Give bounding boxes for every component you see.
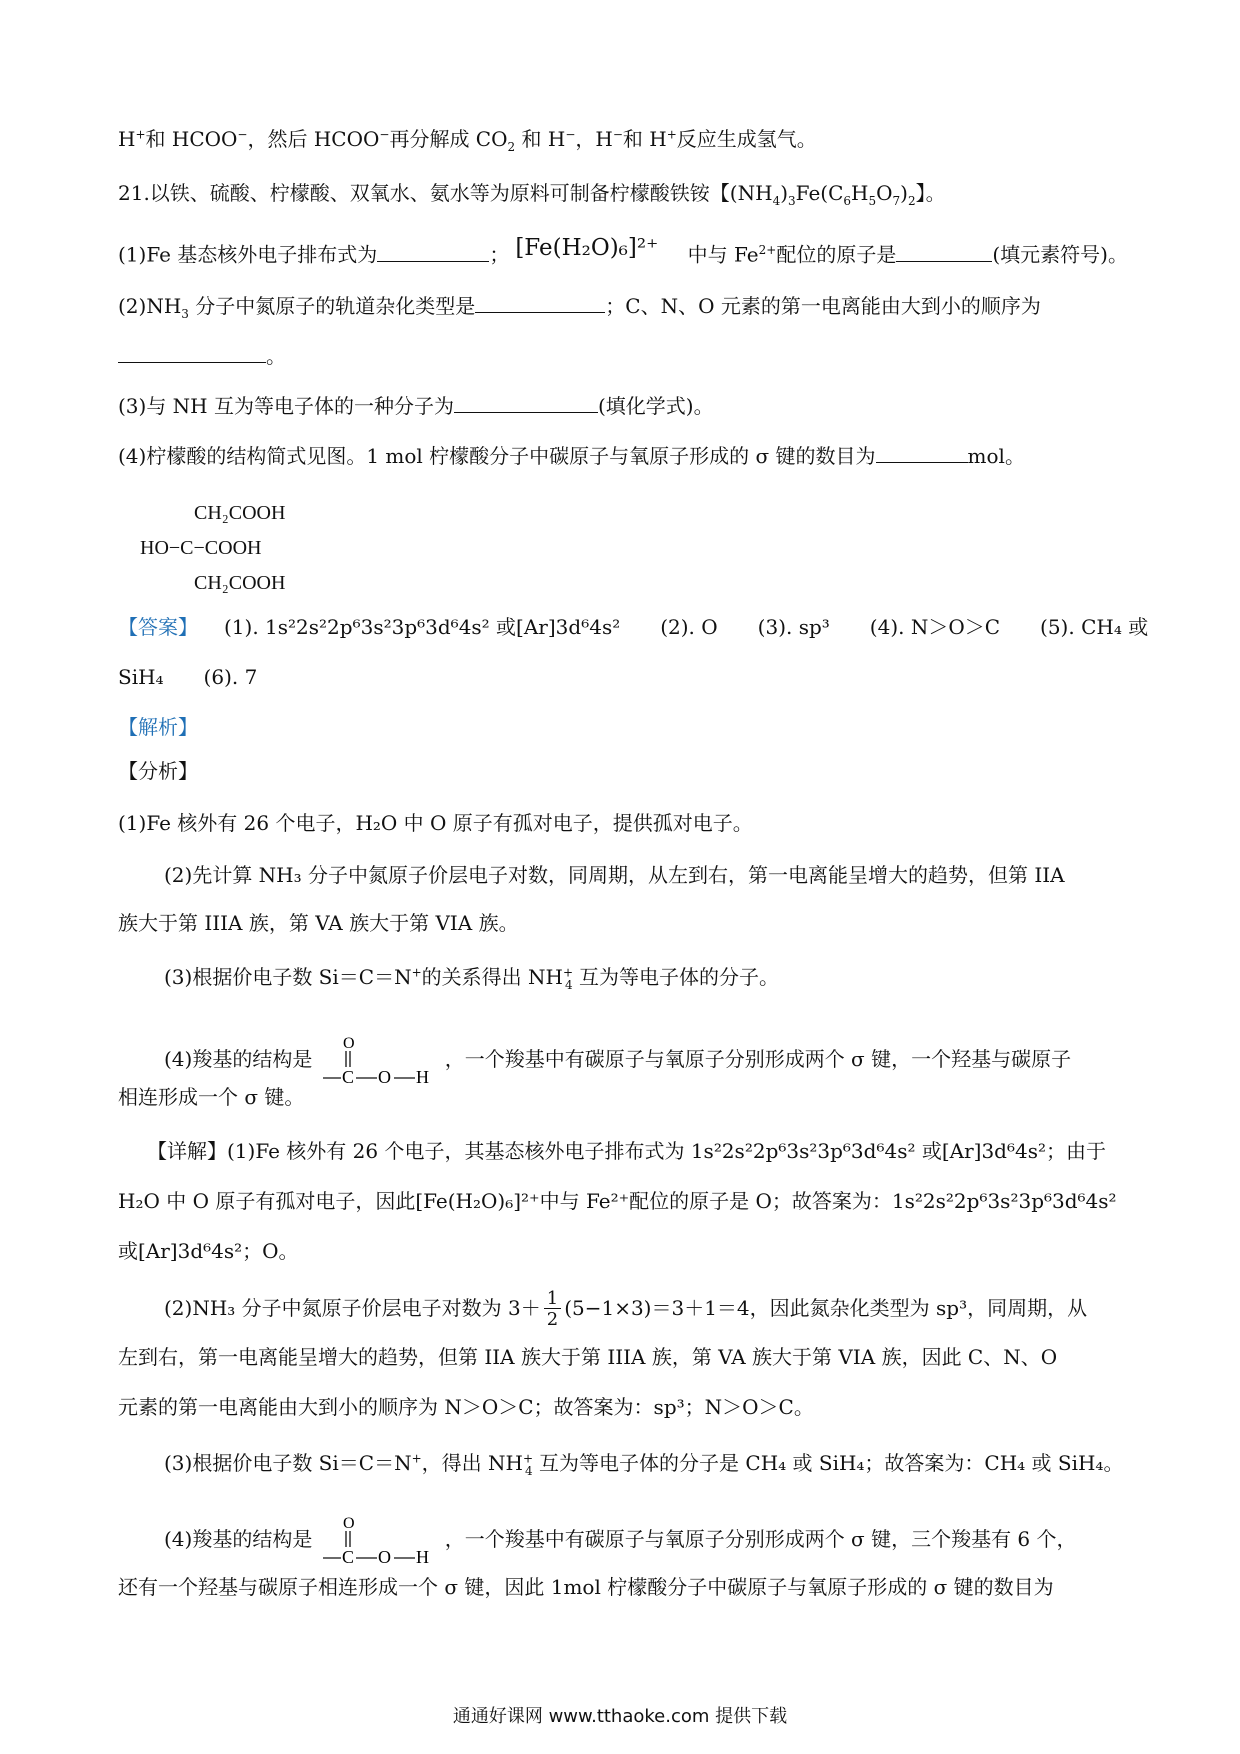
- analysis-p3: (3)根据价电子数 Si＝C＝N+的关系得出 $NH^+_4$ 互为等电子体的分子。: [164, 965, 780, 992]
- question-2-cont: 。: [118, 342, 286, 367]
- question-1: (1)Fe 基态核外电子排布式为 ； [Fe(H₂O)₆]²⁺ 中与 $Fe^{2+}$配位的原子是 (填元素符号)。: [118, 236, 1128, 276]
- answer-blank[interactable]: [896, 241, 992, 262]
- analysis-p2-line1: (2)先计算 NH₃ 分子中氮原子价层电子对数，同周期，从左到右，第一电离能呈增大的趋势，但第 IIA: [164, 863, 1065, 887]
- answer-blank[interactable]: [454, 392, 598, 413]
- carboxyl-structure: [321, 1034, 443, 1088]
- detail-label: 【详解】: [147, 1139, 227, 1163]
- text-line-top: H+和 HCOO−，然后 HCOO−再分解成 $CO_2$ 和 H−，H−和 H+反应生成氢气。: [118, 127, 817, 154]
- detail-p2-line2: 左到右，第一电离能呈增大的趋势，但第 IIA 族大于第 IIIA 族，第 VA 族大于第 VIA 族，因此 C、N、O: [118, 1345, 1058, 1369]
- question-2: $(2)NH_3$ 分子中氮原子的轨道杂化类型是 ；C、N、O 元素的第一电离能由大到小的顺序为: [118, 294, 1041, 321]
- answer-blank[interactable]: [377, 241, 489, 262]
- detail-line-3: 或[Ar]3d⁶4s²；O。: [118, 1239, 299, 1263]
- answer-blank[interactable]: [118, 342, 266, 363]
- analysis-p4-line2: 相连形成一个 σ 键。: [118, 1085, 305, 1109]
- detail-p2-line1: (2)NH₃ 分子中氮原子价层电子对数为 3＋ $\frac{1}{2}$ (5−1×3)＝3＋1＝4，因此氮杂化类型为 sp³，同周期，从: [164, 1288, 1088, 1330]
- detail-line-1: 【详解】(1)Fe 核外有 26 个电子，其基态核外电子排布式为 1s²2s²2p⁶3s²3p⁶3d⁶4s² 或[Ar]3d⁶4s²；由于: [147, 1139, 1107, 1163]
- detail-p4-line2: 还有一个羟基与碳原子相连形成一个 σ 键，因此 1mol 柠檬酸分子中碳原子与氧原子形成的 σ 键的数目为: [118, 1575, 1054, 1599]
- analysis-label: 【解析】: [118, 715, 198, 739]
- answer-line-1: 【答案】 (1). 1s²2s²2p⁶3s²3p⁶3d⁶4s² 或[Ar]3d⁶4s² (2). O (3). sp³ (4). N＞O＞C (5). CH₄ 或: [118, 615, 1149, 639]
- question-intro: 21.以铁、硫酸、柠檬酸、双氧水、氨水等为原料可制备柠檬酸铁铵【$(NH_4)_3Fe(C_6H_5O_7)_2$】。: [118, 181, 946, 208]
- carboxyl-h: H: [415, 1067, 429, 1087]
- carboxyl-o: O: [377, 1067, 391, 1087]
- detail-p3: (3)根据价电子数 Si＝C＝N+，得出 $NH^+_4$ 互为等电子体的分子是 CH₄ 或 SiH₄；故答案为：CH₄ 或 SiH₄。: [164, 1451, 1124, 1478]
- page-footer: 通通好课网 www.tthaoke.com 提供下载: [452, 1706, 788, 1727]
- complex-formula: [Fe(H₂O)₆]²⁺: [515, 235, 659, 261]
- carboxyl-structure: [321, 1514, 443, 1568]
- question-3: (3)与 NH 互为等电子体的一种分子为 (填化学式)。: [118, 394, 714, 418]
- analysis-p1: (1)Fe 核外有 26 个电子，H₂O 中 O 原子有孤对电子，提供孤对电子。: [118, 811, 753, 835]
- structure-bottom: CH₂COOH: [194, 572, 286, 594]
- carboxyl-o: O: [377, 1547, 391, 1567]
- analysis-sub-label: 【分析】: [118, 759, 198, 783]
- citric-acid-structure: [140, 496, 285, 601]
- analysis-p2-line2: 族大于第 IIIA 族，第 VA 族大于第 VIA 族。: [118, 911, 519, 935]
- answer-line-2: SiH₄ (6). 7: [118, 665, 258, 689]
- detail-p4: (4)羧基的结构是 O C O H ，一个羧基中有碳原子与氧原子分别形成两个 σ 键，三个羧基有 6 个，: [164, 1515, 1077, 1567]
- answer-label: 【答案】: [118, 615, 198, 639]
- question-4: (4)柠檬酸的结构简式见图。1 mol 柠檬酸分子中碳原子与氧原子形成的 σ 键的数目为 mol。: [118, 444, 1025, 468]
- structure-middle: HO−C−COOH: [140, 537, 262, 559]
- analysis-p4: (4)羧基的结构是 O C O H ，一个羧基中有碳原子与氧原子分别形成两个 σ 键，一个羟基与碳原子: [164, 1035, 1072, 1087]
- carboxyl-o-top: O: [342, 1515, 355, 1532]
- structure-top: CH₂COOH: [194, 502, 286, 524]
- detail-line-2: H₂O 中 O 原子有孤对电子，因此[Fe(H₂O)₆]²⁺中与 Fe²⁺配位的原子是 O；故答案为：1s²2s²2p⁶3s²3p⁶3d⁶4s²: [118, 1189, 1117, 1213]
- carboxyl-c: C: [341, 1067, 354, 1087]
- carboxyl-c: C: [341, 1547, 354, 1567]
- carboxyl-o-top: O: [342, 1035, 355, 1052]
- fraction: $\frac{1}{2}$: [544, 1290, 561, 1329]
- detail-p2-line3: 元素的第一电离能由大到小的顺序为 N＞O＞C；故答案为：sp³；N＞O＞C。: [118, 1395, 814, 1419]
- answer-blank[interactable]: [475, 292, 605, 313]
- answer-blank[interactable]: [876, 442, 968, 463]
- carboxyl-h: H: [415, 1547, 429, 1567]
